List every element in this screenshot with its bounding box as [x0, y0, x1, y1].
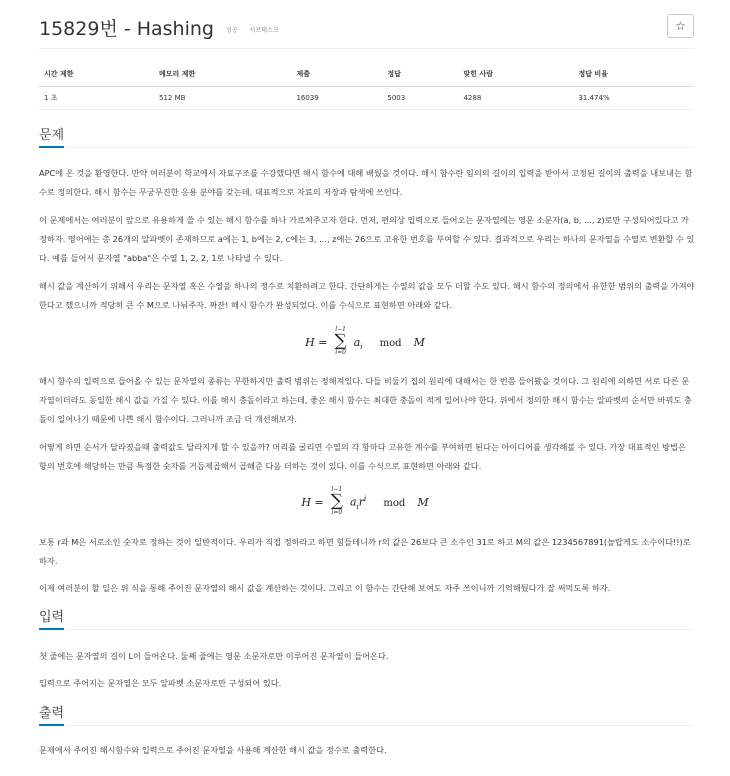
formula-lhs: H =: [301, 495, 324, 509]
problem-paragraph: 보통 r과 M은 서로소인 숫자로 정하는 것이 일반적이다. 우리가 직접 정하라고 하면 힘들테니까 r의 값은 26보다 큰 소수인 31로 하고 M의 값은 1234567891(놀랍게도 소수이다!!)로 하자.: [39, 537, 691, 566]
problem-paragraph: 이제 여러분이 할 일은 위 식을 통해 주어진 문자열의 해시 값을 계산하는 것이다. 그리고 이 함수는 간단해 보여도 자주 쓰이니까 기억해뒀다가 잘 써먹도록 하자.: [39, 583, 611, 593]
output-paragraph: 문제에서 주어진 해시함수와 입력으로 주어진 문자열을 사용해 계산한 해시 값을 정수로 출력한다.: [39, 745, 387, 755]
sum-lower: i=0: [335, 349, 346, 356]
formula-mod: mod: [383, 497, 406, 509]
section-underline: [39, 146, 64, 148]
sum-lower: i=0: [331, 509, 343, 516]
page-title: [39, 14, 279, 41]
col-solved-users: 맞힌 사람: [458, 62, 573, 87]
input-paragraph: 입력으로 주어지는 문자열은 모두 알파벳 소문자로만 구성되어 있다.: [39, 678, 282, 688]
problem-title: 15829번 - Hashing: [39, 18, 214, 40]
formula-mod: mod: [379, 337, 402, 349]
time-limit-value: 1 초: [39, 87, 154, 110]
submissions-value[interactable]: 16039: [291, 87, 382, 110]
col-memory-limit: 메모리 제한: [154, 62, 291, 87]
divider: [66, 147, 694, 148]
formula-term: [350, 495, 366, 511]
formula-m: M: [417, 495, 429, 509]
term-sub: i: [360, 342, 363, 351]
term-a: a: [349, 495, 357, 509]
formula-sum-hash: [0, 326, 730, 356]
col-accepted: 정답: [382, 62, 458, 87]
ratio-value: 31.474%: [573, 87, 694, 110]
section-underline: [39, 724, 64, 726]
sigma-symbol: [331, 486, 343, 516]
sum-upper: l−1: [331, 486, 343, 493]
formula-lhs: H =: [305, 335, 328, 349]
problem-paragraph: 어떻게 하면 순서가 달라졌을때 출력값도 달라지게 할 수 있을까? 머리를 굴리면 수열의 각 항마다 고유한 계수를 부여하면 된다는 아이디어를 생각해볼 수 있다. 가장 대표적인 방법은 항의 번호에 해당하는 만큼 특정한 숫자를 거듭제곱해서 곱해준 다음 더하는 것이 있다. 이를 수식으로 표현하면 아래와 같다.: [39, 442, 686, 471]
section-title-problem: 문제: [39, 128, 65, 143]
sum-upper: l−1: [335, 326, 346, 333]
divider: [66, 725, 694, 726]
section-underline: [39, 628, 64, 630]
formula-m: M: [413, 335, 425, 349]
star-icon[interactable]: ☆: [667, 14, 694, 38]
term-sup: i: [364, 494, 367, 503]
table-header-row: [39, 62, 694, 87]
problem-info-table: [39, 62, 694, 110]
term-r: r: [358, 495, 365, 509]
section-title-input: 입력: [39, 610, 65, 625]
sum-sigma: ∑: [330, 491, 343, 511]
solved-users-value[interactable]: 4288: [458, 87, 573, 110]
problem-paragraph: 해시 값을 계산하기 위해서 우리는 문자열 혹은 수열을 하나의 정수로 치환하려고 한다. 간단하게는 수열의 값을 모두 더할 수도 있다. 해시 함수의 정의에서 유한한 범위의 출력을 가져야 한다고 했으니까 적당히 큰 수 M으로 나눠주자. 짜잔! 해시 함수가 완성되었다. 이를 수식으로 표현하면 아래와 같다.: [39, 281, 695, 310]
input-paragraph: 첫 줄에는 문자열의 길이 L이 들어온다. 둘째 줄에는 영문 소문자로만 이루어진 문자열이 들어온다.: [39, 651, 389, 661]
col-submissions: 제출: [291, 62, 382, 87]
tag-success[interactable]: 성공: [226, 27, 238, 34]
problem-header: [39, 12, 694, 48]
formula-term: [354, 336, 363, 351]
col-time-limit: 시간 제한: [39, 62, 154, 87]
sigma-symbol: [335, 326, 347, 356]
sum-sigma: ∑: [334, 331, 347, 351]
divider: [39, 48, 694, 49]
problem-paragraph: APC에 온 것을 환영한다. 만약 여러분이 학교에서 자료구조를 수강했다면 해시 함수에 대해 배웠을 것이다. 해시 함수란 임의의 길이의 입력을 받아서 고정된 길이의 출력을 내보내는 함수로 정의한다. 해시 함수는 무궁무진한 응용 분야를 갖는데, 대표적으로 자료의 저장과 탐색에 쓰인다.: [39, 168, 693, 197]
tag-subtask[interactable]: 서브태스크: [249, 27, 279, 34]
section-title-output: 출력: [39, 706, 65, 721]
accepted-value[interactable]: 5003: [382, 87, 458, 110]
table-row: [39, 87, 694, 110]
divider: [66, 629, 694, 630]
formula-poly-hash: [0, 486, 730, 516]
col-ratio: 정답 비율: [573, 62, 694, 87]
term-a: a: [353, 335, 361, 349]
problem-paragraph: 해시 함수의 입력으로 들어올 수 있는 문자열의 종류는 무한하지만 출력 범위는 정해져있다. 다들 비둘기 집의 원리에 대해서는 한 번쯤 들어봤을 것이다. 그 원리에 의하면 서로 다른 문자열이더라도 동일한 해시 값을 가질 수 있다. 이를 해시 충돌이라고 하는데, 좋은 해시 함수는 최대한 충돌이 적게 일어나야 한다. 위에서 정의한 해시 함수는 알파벳의 순서만 바꿔도 충돌이 일어나기 때문에 나쁜 해시 함수이다. 그러니까 조금 더 개선해보자.: [39, 376, 692, 424]
problem-paragraph: 이 문제에서는 여러분이 앞으로 유용하게 쓸 수 있는 해시 함수를 하나 가르쳐주고자 한다. 먼저, 편의상 입력으로 들어오는 문자열에는 영문 소문자(a, b, ..., z)로만 구성되어있다고 가정하자. 영어에는 총 26개의 알파벳이 존재하므로 a에는 1, b에는 2, c에는 3, ..., z에는 26으로 고유한 번호를 부여할 수 있다. 결과적으로 우리는 하나의 문자열을 수열로 변환할 수 있다. 예를 들어서 문자열 "abba"은 수열 1, 2, 2, 1로 나타낼 수 있다.: [39, 215, 695, 263]
term-sub: i: [356, 502, 359, 511]
memory-limit-value: 512 MB: [154, 87, 291, 110]
